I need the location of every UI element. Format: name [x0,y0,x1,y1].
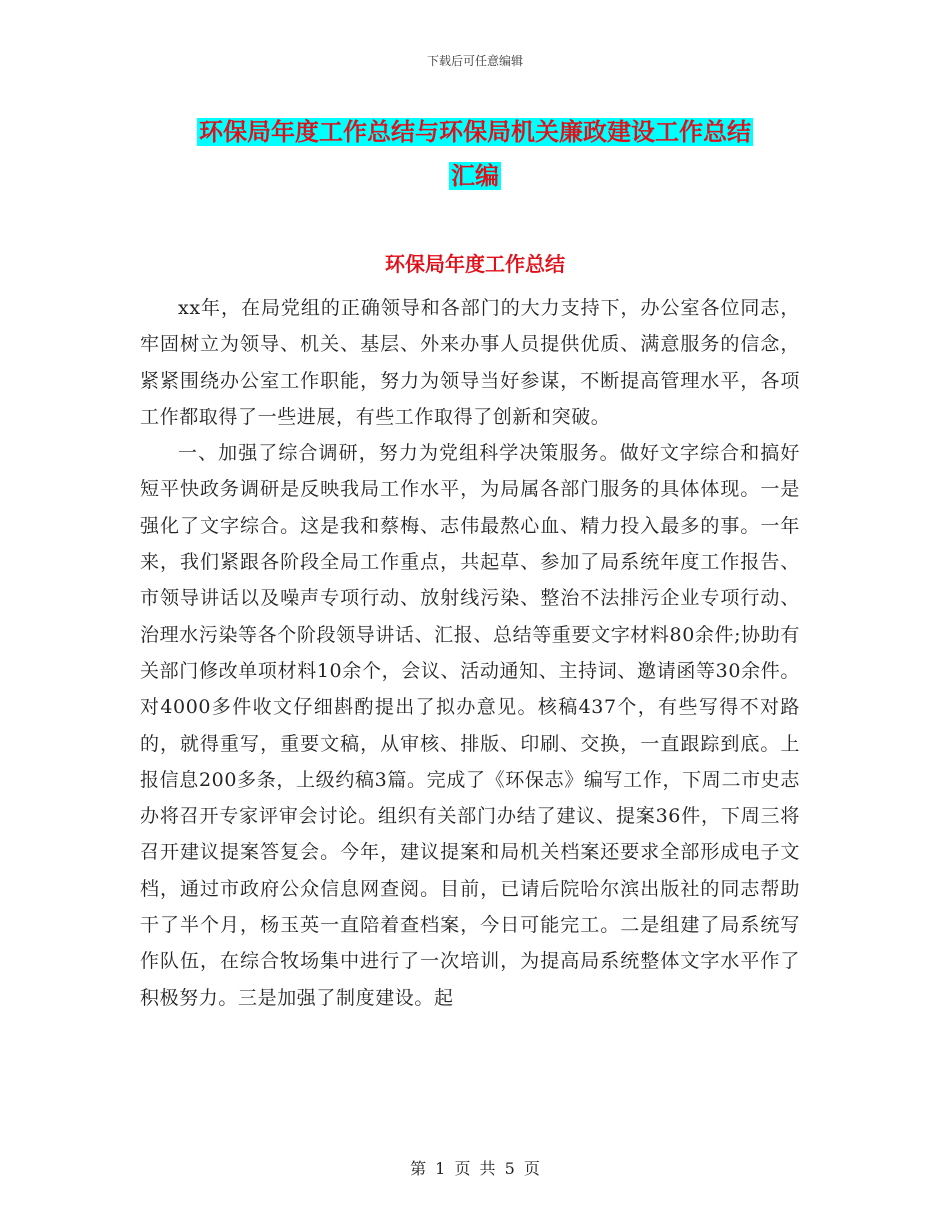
document-title-line-1: 环保局年度工作总结与环保局机关廉政建设工作总结 [199,118,751,146]
paragraph-section-one: 一、加强了综合调研，努力为党组科学决策服务。做好文字综合和搞好短平快政务调研是反映我局工作水平，为局属各部门服务的具体体现。一是强化了文字综合。这是我和蔡梅、志伟最熬心血、精力投入最多的事。一年来，我们紧跟各阶段全局工作重点，共起草、参加了局系统年度工作报告、市领导讲话以及噪声专项行动、放射线污染、整治不法排污企业专项行动、治理水污染等各个阶段领导讲话、汇报、总结等重要文字材料80余件;协助有关部门修改单项材料10余个，会议、活动通知、主持词、邀请函等30余件。对4000多件收文仔细斟酌提出了拟办意见。核稿437个，有些写得不对路的，就得重写，重要文稿，从审核、排版、印刷、交换，一直跟踪到底。上报信息200多条，上级约稿3篇。完成了《环保志》编写工作，下周二市史志办将召开专家评审会讨论。组织有关部门办结了建议、提案36件，下周三将召开建议提案答复会。今年，建议提案和局机关档案还要求全部形成电子文档，通过市政府公众信息网查阅。目前，已请后院哈尔滨出版社的同志帮助干了半个月，杨玉英一直陪着查档案，今日可能完工。二是组建了局系统写作队伍，在综合牧场集中进行了一次培训，为提高局系统整体文字水平作了积极努力。三是加强了制度建设。起 [140,442,800,1009]
page-header-note: 下载后可任意编辑 [426,54,523,68]
document-title-line-2: 汇编 [451,162,499,190]
document-body [140,290,800,1016]
paragraph-intro: xx年，在局党组的正确领导和各部门的大力支持下，办公室各位同志，牢固树立为领导、机关、基层、外来办事人员提供优质、满意服务的信念，紧紧围绕办公室工作职能，努力为领导当好参谋，不断提高管理水平，各项工作都取得了一些进展，有些工作取得了创新和突破。 [140,297,800,428]
section-title: 环保局年度工作总结 [385,252,565,276]
document-title [0,110,950,198]
page-number-footer: 第 1 页 共 5 页 [410,1159,540,1178]
